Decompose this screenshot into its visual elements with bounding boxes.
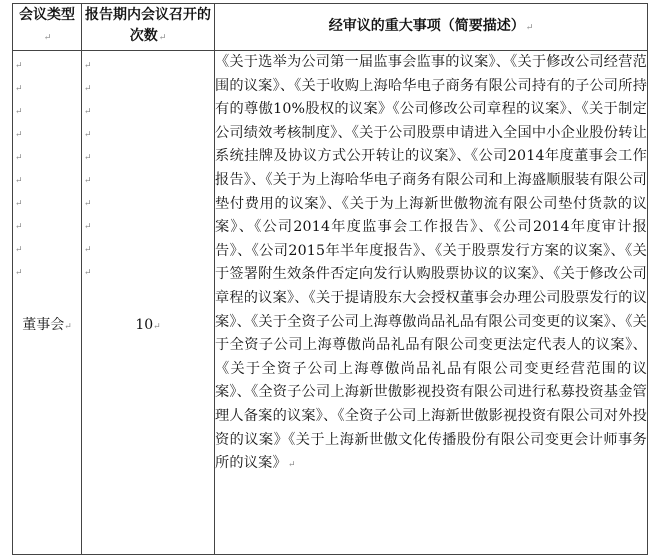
paragraph-mark-icon: ↵ (15, 176, 23, 186)
meeting-type-cell (13, 51, 82, 555)
paragraph-mark-icon: ↵ (84, 84, 92, 94)
paragraph-mark-icon: ↵ (525, 22, 534, 33)
paragraph-mark-icon: ↵ (15, 268, 23, 278)
paragraph-mark-icon: ↵ (64, 322, 72, 332)
paragraph-mark-icon: ↵ (84, 176, 92, 186)
paragraph-mark-icon: ↵ (15, 130, 23, 140)
meeting-type-value: 董事会↵ (22, 317, 72, 333)
paragraph-mark-icon: ↵ (287, 460, 296, 471)
major-matters-text: 《关于选举为公司第一届监事会监事的议案》、《关于修改公司经营范围的议案》、《关于收购上海哈华电子商务有限公司持有的子公司所持有的尊傲10%股权的议案》《公司修改公司章程的议案》、《关于制定公司绩效考核制度》、《关于公司股票申请进入全国中小企业股份转让系统挂牌及协议方式公开转让的议案》、《公司2014年度董事会工作报告》、《关于为上海哈华电子商务有限公司和上海盛顺服装有限公司垫付费用的议案》、《关于为上海新世傲物流有限公司垫付货款的议案》、《公司2014年度监事会工作报告》、《公司2014年度审计报告》、《公司2015年半年度报告》、《关于股票发行方案的议案》、《关于签署附生效条件否定向发行认购股票协议的议案》、《关于修改公司章程的议案》、《关于提请股东大会授权董事会办理公司股票发行的议案》、《关于全资子公司上海尊傲尚品礼品有限公司变更的议案》、《关于全资子公司上海尊傲尚品礼品有限公司变更法定代表人的议案》、《关于全资子公司上海尊傲尚品礼品有限公司变更经营范围的议案》、《全资子公司上海新世傲影视投资有限公司进行私募投资基金管理人备案的议案》、《全资子公司上海新世傲影视投资有限公司对外投资的议案》《关于上海新世傲文化传播股份有限公司变更会计师事务所的议案》↵ (215, 54, 648, 472)
major-matters-cell (215, 51, 648, 555)
paragraph-mark-icon: ↵ (15, 153, 23, 163)
paragraph-mark-icon: ↵ (84, 153, 92, 163)
paragraph-mark-icon: ↵ (15, 61, 23, 71)
paragraph-mark-icon: ↵ (15, 107, 23, 117)
paragraph-mark-icon: ↵ (84, 199, 92, 209)
paragraph-mark-icon: ↵ (15, 84, 23, 94)
paragraph-mark-icon: ↵ (84, 222, 92, 232)
paragraph-mark-icon: ↵ (84, 245, 92, 255)
meeting-count-value: 10↵ (135, 317, 161, 333)
paragraph-mark-icon: ↵ (15, 245, 23, 255)
empty-paragraph-marks (15, 55, 23, 285)
meeting-table (12, 3, 648, 555)
empty-paragraph-marks (84, 55, 92, 285)
paragraph-mark-icon: ↵ (153, 322, 161, 332)
paragraph-mark-icon: ↵ (43, 33, 52, 43)
paragraph-mark-icon: ↵ (84, 130, 92, 140)
header-meeting-count: 报告期内会议召开的次数↵ (82, 4, 215, 51)
table-row (13, 51, 648, 555)
table-header-row (13, 4, 648, 51)
meeting-count-cell (82, 51, 215, 555)
paragraph-mark-icon: ↵ (15, 199, 23, 209)
header-meeting-type: 会议类型↵ (13, 4, 82, 51)
paragraph-mark-icon: ↵ (84, 107, 92, 117)
paragraph-mark-icon: ↵ (84, 268, 92, 278)
header-major-matters: 经审议的重大事项（简要描述）↵ (215, 4, 648, 51)
paragraph-mark-icon: ↵ (15, 222, 23, 232)
paragraph-mark-icon: ↵ (84, 61, 92, 71)
paragraph-mark-icon: ↵ (158, 33, 167, 43)
